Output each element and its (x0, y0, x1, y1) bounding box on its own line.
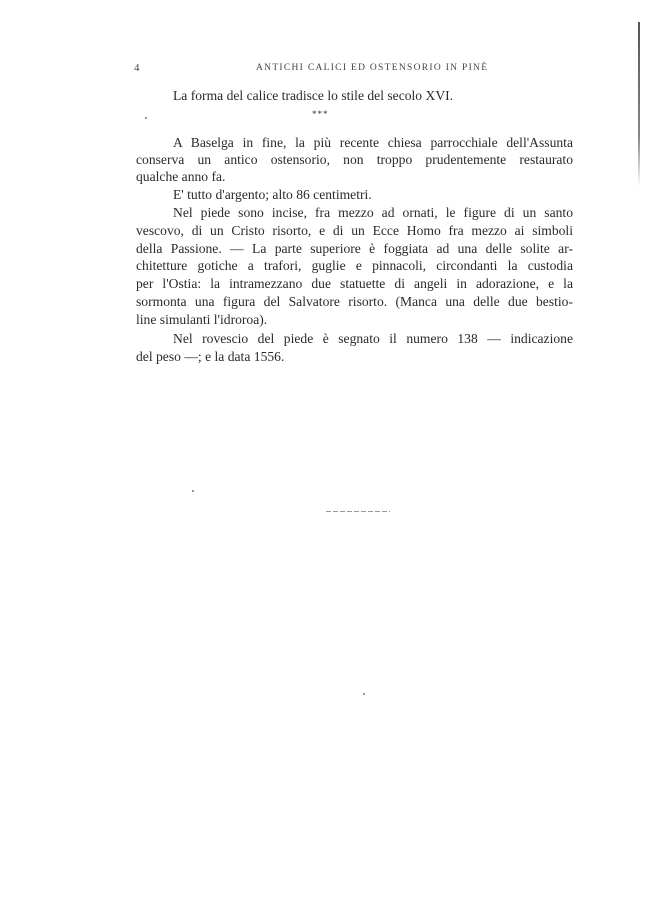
text-line-12: line simulanti l'idroroa). (136, 312, 268, 327)
page-edge-shadow (638, 22, 640, 187)
text-line-10: per l'Ostia: la intramezzano due statuette di angeli in adorazione, e la (136, 276, 573, 291)
text-line-3: conserva un antico ostensorio, non troppo prudentemente restaurato (136, 152, 573, 167)
section-asterism: *** (312, 109, 329, 119)
text-line-5: E' tutto d'argento; alto 86 centimetri. (173, 187, 372, 202)
running-title: ANTICHI CALICI ED OSTENSORIO IN PINÈ (256, 63, 489, 73)
text-line-4: qualche anno fa. (136, 169, 226, 184)
text-line-14: del peso —; e la data 1556. (136, 349, 285, 364)
text-line-7: vescovo, di un Cristo risorto, e di un Ecce Homo fra mezzo ai simboli (136, 223, 573, 238)
text-line-6: Nel piede sono incise, fra mezzo ad ornati, le figure di un santo (173, 205, 573, 220)
text-line-9: chitetture gotiche a trafori, guglie e pinnacoli, circondanti la custodia (136, 258, 573, 273)
running-head (134, 62, 489, 76)
text-line-13: Nel rovescio del piede è segnato il numero 138 — indicazione (173, 331, 573, 346)
end-rule (326, 511, 390, 512)
print-speck (363, 693, 365, 695)
text-line-2: A Baselga in fine, la più recente chiesa parrocchiale dell'Assunta (173, 135, 573, 150)
print-speck (145, 117, 147, 119)
text-line-8: della Passione. — La parte superiore è foggiata ad una delle solite ar- (136, 241, 573, 256)
text-line-11: sormonta una figura del Salvatore risorto. (Manca una delle due bestio- (136, 294, 573, 309)
print-speck (192, 490, 194, 492)
text-line-1: La forma del calice tradisce lo stile del secolo XVI. (173, 88, 454, 103)
page-number: 4 (134, 62, 140, 74)
